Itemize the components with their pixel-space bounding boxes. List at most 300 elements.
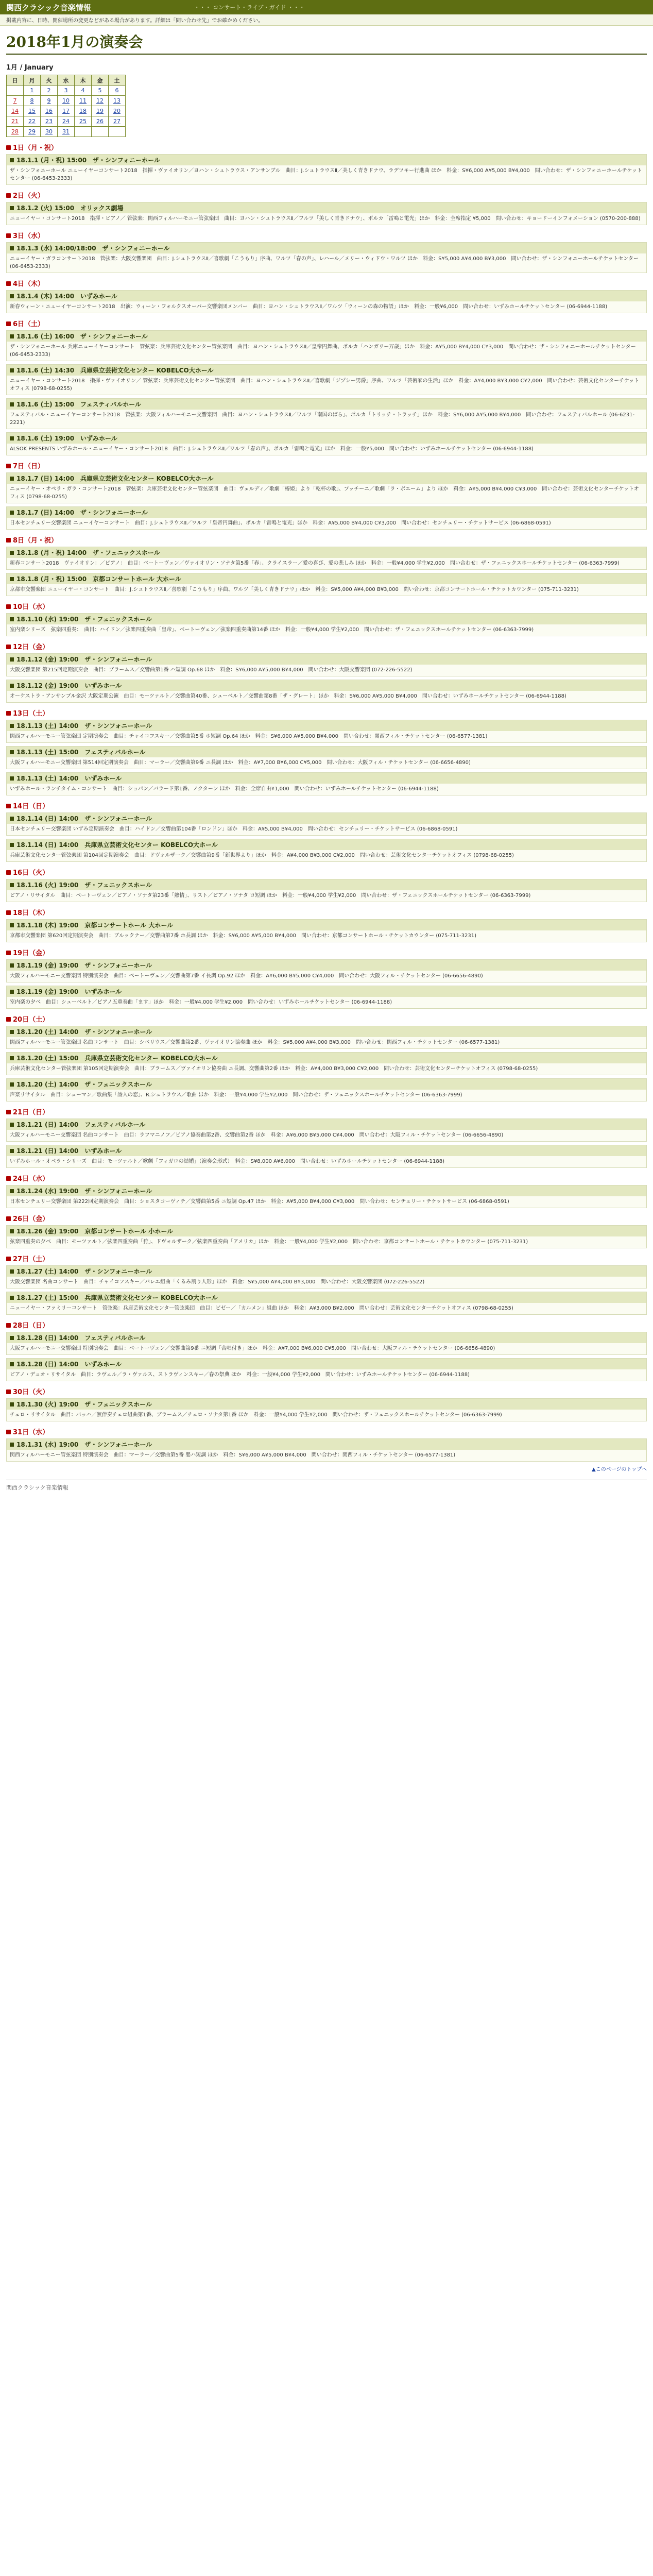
concert-title-text: 18.1.2 (火) 15:00 オリックス劇場 bbox=[16, 205, 124, 212]
calendar-week-row bbox=[7, 106, 126, 116]
square-bullet-icon bbox=[10, 1269, 14, 1274]
concert-entry bbox=[6, 680, 647, 703]
square-bullet-icon bbox=[6, 870, 11, 875]
square-bullet-icon bbox=[10, 206, 14, 210]
concert-details: チェロ・リサイタル 曲目：バッハ／無伴奏チェロ組曲第1番、ブラームス／チェロ・ソナタ第1番 ほか 料金：一般¥4,000 学生¥2,000 問い合わせ：ザ・フェニックスホールチケットセンター (06-6363-7999) bbox=[10, 1412, 502, 1418]
day-heading bbox=[6, 1213, 647, 1223]
concert-entry bbox=[6, 472, 647, 503]
concert-entry bbox=[6, 772, 647, 795]
day-heading bbox=[6, 278, 647, 288]
concert-title-text: 18.1.19 (金) 19:00 いずみホール bbox=[16, 988, 122, 995]
concert-entry bbox=[6, 1398, 647, 1421]
square-bullet-icon bbox=[6, 1430, 11, 1434]
concert-details: 京都市交響楽団 第620回定期演奏会 曲目：ブルックナー／交響曲第7番 ホ長調 ほか 料金：S¥6,000 A¥5,000 B¥4,000 問い合わせ：京都コンサートホール・チケットカウンター (075-711-3231) bbox=[10, 933, 476, 939]
calendar-day-link[interactable]: 10 bbox=[58, 96, 75, 106]
concert-title bbox=[7, 960, 646, 971]
day-heading bbox=[6, 708, 647, 718]
square-bullet-icon bbox=[10, 617, 14, 621]
concert-title bbox=[7, 473, 646, 484]
calendar-day-link[interactable]: 9 bbox=[41, 96, 58, 106]
calendar-day-link[interactable]: 4 bbox=[75, 86, 92, 96]
day-heading-label: 16日（火） bbox=[13, 869, 49, 877]
concert-details: 新春ウィーン・ニューイヤーコンサート2018 出演：ウィーン・フォルクスオーパー交響楽団メンバー 曲目：ヨハン・シュトラウスⅡ／ワルツ「ウィーンの森の物語」ほか 料金：一般¥6,000 問い合わせ：いずみホールチケットセンター (06-6944-1188) bbox=[10, 304, 608, 310]
concert-title-text: 18.1.14 (日) 14:00 兵庫県立芸術文化センター KOBELCO大ホール bbox=[16, 841, 218, 849]
concert-title-text: 18.1.8 (月・祝) 14:00 ザ・フェニックスホール bbox=[16, 549, 160, 556]
calendar-day-link[interactable]: 3 bbox=[58, 86, 75, 96]
day-heading bbox=[6, 1253, 647, 1263]
day-heading bbox=[6, 947, 647, 957]
concert-title bbox=[7, 1026, 646, 1037]
square-bullet-icon bbox=[10, 1149, 14, 1153]
concert-entry bbox=[6, 720, 647, 743]
square-bullet-icon bbox=[10, 1056, 14, 1060]
concert-details: 関西フィルハーモニー管弦楽団 特別演奏会 曲目：マーラー／交響曲第5番 嬰ハ短調 ほか 料金：S¥6,000 A¥5,000 B¥4,000 問い合わせ：関西フィル・チケットセンター (06-6577-1381) bbox=[10, 1452, 456, 1458]
concert-entry bbox=[6, 290, 647, 313]
concert-title bbox=[7, 680, 646, 691]
square-bullet-icon bbox=[10, 817, 14, 821]
square-bullet-icon bbox=[10, 657, 14, 662]
concert-title bbox=[7, 155, 646, 165]
square-bullet-icon bbox=[10, 843, 14, 847]
calendar-day-link[interactable]: 16 bbox=[41, 106, 58, 116]
day-heading bbox=[6, 318, 647, 328]
calendar-week-row bbox=[7, 86, 126, 96]
concert-details: 声楽リサイタル 曲目：シューマン／歌曲集「詩人の恋」、R.シュトラウス／歌曲 ほか 料金：一般¥4,000 学生¥2,000 問い合わせ：ザ・フェニックスホールチケットセンター (06-6363-7999) bbox=[10, 1092, 462, 1098]
concert-entry bbox=[6, 1225, 647, 1248]
calendar-day-link[interactable]: 12 bbox=[92, 96, 109, 106]
square-bullet-icon bbox=[10, 1296, 14, 1300]
concert-title-text: 18.1.20 (土) 14:00 ザ・シンフォニーホール bbox=[16, 1028, 152, 1036]
square-bullet-icon bbox=[10, 1030, 14, 1034]
concert-entry bbox=[6, 986, 647, 1009]
day-heading-label: 27日（土） bbox=[13, 1256, 49, 1263]
calendar-day-link[interactable]: 18 bbox=[75, 106, 92, 116]
concert-title-text: 18.1.20 (土) 15:00 兵庫県立芸術文化センター KOBELCO大ホール bbox=[16, 1055, 218, 1062]
concert-title-text: 18.1.6 (土) 15:00 フェスティバルホール bbox=[16, 401, 141, 408]
square-bullet-icon bbox=[10, 511, 14, 515]
calendar-day-link[interactable]: 14 bbox=[7, 106, 24, 116]
square-bullet-icon bbox=[10, 750, 14, 754]
concert-title bbox=[7, 654, 646, 665]
square-bullet-icon bbox=[6, 145, 11, 150]
concert-details: 弦楽四重奏の夕べ 曲目：モーツァルト／弦楽四重奏曲「狩」、ドヴォルザーク／弦楽四重奏曲「アメリカ」ほか 料金：一般¥4,000 学生¥2,000 問い合わせ：京都コンサートホール・チケットカウンター (075-711-3231) bbox=[10, 1239, 528, 1245]
square-bullet-icon bbox=[6, 910, 11, 915]
concert-title bbox=[7, 839, 646, 850]
calendar-day-link bbox=[7, 86, 24, 96]
square-bullet-icon bbox=[6, 1323, 11, 1328]
concert-title bbox=[7, 1439, 646, 1450]
concert-title bbox=[7, 986, 646, 997]
concert-details: 京都市交響楽団 ニューイヤー・コンサート 曲目：J.シュトラウスⅡ／喜歌劇「こうもり」序曲、ワルツ「美しく青きドナウ」ほか 料金：S¥5,000 A¥4,000 B¥3,000 問い合わせ：京都コンサートホール・チケットカウンター (075-711-3231) bbox=[10, 587, 579, 592]
concert-entry bbox=[6, 1026, 647, 1049]
concert-title bbox=[7, 243, 646, 253]
calendar-day-link[interactable]: 7 bbox=[7, 96, 24, 106]
square-bullet-icon bbox=[10, 963, 14, 968]
concert-title-text: 18.1.19 (金) 19:00 ザ・シンフォニーホール bbox=[16, 962, 152, 969]
calendar-weekday-header: 日 bbox=[7, 75, 24, 86]
day-heading bbox=[6, 535, 647, 545]
concert-entry bbox=[6, 547, 647, 570]
calendar-day-link[interactable]: 23 bbox=[41, 116, 58, 127]
concert-title bbox=[7, 1226, 646, 1236]
square-bullet-icon bbox=[10, 990, 14, 994]
concert-title-text: 18.1.7 (日) 14:00 兵庫県立芸術文化センター KOBELCO大ホール bbox=[16, 475, 214, 482]
day-heading-label: 2日（火） bbox=[13, 192, 45, 200]
concert-title-text: 18.1.13 (土) 14:00 いずみホール bbox=[16, 775, 122, 782]
concert-details: フェスティバル・ニューイヤーコンサート2018 管弦楽：大阪フィルハーモニー交響楽団 曲目：ヨハン・シュトラウスⅡ／ワルツ「南国のばら」、ポルカ「トリッチ・トラッチ」ほか 料金：S¥6,000 A¥5,000 B¥4,000 問い合わせ：フェスティバルホール (06-6231-2221) bbox=[10, 412, 635, 426]
calendar-week-row bbox=[7, 116, 126, 127]
concert-title-text: 18.1.1 (月・祝) 15:00 ザ・シンフォニーホール bbox=[16, 157, 160, 164]
square-bullet-icon bbox=[10, 577, 14, 581]
concert-details: ALSOK PRESENTS いずみホール・ニューイヤー・コンサート2018 曲目：J.シュトラウスⅡ／ワルツ「春の声」、ポルカ「雷鳴と電光」ほか 料金：一般¥5,000 問い合わせ：いずみホールチケットセンター (06-6944-1188) bbox=[10, 446, 534, 452]
day-heading bbox=[6, 801, 647, 810]
day-heading bbox=[6, 1107, 647, 1116]
concert-details: ザ・シンフォニーホール ニューイヤーコンサート2018 指揮・ヴァイオリン／ヨハン・シュトラウス・アンサンブル 曲目：J.シュトラウスⅡ／美しく青きドナウ、ラデツキー行進曲 ほか 料金：S¥6,000 A¥5,000 B¥4,000 問い合わせ：ザ・シンフォニーホールチケットセンター (06-6453-2333) bbox=[10, 168, 642, 181]
square-bullet-icon bbox=[6, 604, 11, 609]
square-bullet-icon bbox=[10, 402, 14, 406]
day-heading bbox=[6, 907, 647, 917]
concert-title bbox=[7, 747, 646, 757]
concert-entry bbox=[6, 1265, 647, 1289]
square-bullet-icon bbox=[10, 776, 14, 781]
month-label: 1月 / January bbox=[6, 64, 54, 72]
square-bullet-icon bbox=[10, 1229, 14, 1233]
day-heading-label: 28日（日） bbox=[13, 1322, 49, 1330]
calendar-weekday-header: 火 bbox=[41, 75, 58, 86]
calendar bbox=[6, 75, 126, 137]
concert-title bbox=[7, 1145, 646, 1156]
day-heading bbox=[6, 867, 647, 877]
square-bullet-icon bbox=[10, 334, 14, 338]
concert-entry bbox=[6, 506, 647, 530]
square-bullet-icon bbox=[6, 951, 11, 955]
concert-title-text: 18.1.7 (日) 14:00 ザ・シンフォニーホール bbox=[16, 509, 148, 516]
square-bullet-icon bbox=[10, 1443, 14, 1447]
concert-title bbox=[7, 1292, 646, 1303]
concert-title-text: 18.1.12 (金) 19:00 いずみホール bbox=[16, 682, 122, 689]
concert-title bbox=[7, 1079, 646, 1090]
concert-details: 兵庫芸術文化センター管弦楽団 第104回定期演奏会 曲目：ドヴォルザーク／交響曲第9番「新世界より」ほか 料金：A¥4,000 B¥3,000 C¥2,000 問い合わせ：芸術文化センターチケットオフィス (0798-68-0255) bbox=[10, 853, 514, 858]
square-bullet-icon bbox=[10, 923, 14, 927]
calendar-day-link[interactable]: 26 bbox=[92, 116, 109, 127]
concert-title-text: 18.1.21 (日) 14:00 いずみホール bbox=[16, 1147, 122, 1155]
concert-details: 日本センチュリー交響楽団 いずみ定期演奏会 曲目：ハイドン／交響曲第104番「ロンドン」ほか 料金：A¥5,000 B¥4,000 問い合わせ：センチュリー・チケットサービス (06-6868-0591) bbox=[10, 826, 458, 832]
concert-title-text: 18.1.24 (水) 19:00 ザ・シンフォニーホール bbox=[16, 1188, 152, 1195]
concert-entry bbox=[6, 839, 647, 862]
concert-title-text: 18.1.8 (月・祝) 15:00 京都コンサートホール 大ホール bbox=[16, 575, 181, 583]
calendar-day-link[interactable]: 6 bbox=[109, 86, 126, 96]
footer: 関西クラシック音楽情報 bbox=[6, 1480, 647, 1492]
day-heading-label: 21日（日） bbox=[13, 1109, 49, 1116]
square-bullet-icon bbox=[6, 711, 11, 716]
calendar-weekday-header: 土 bbox=[109, 75, 126, 86]
concert-title bbox=[7, 202, 646, 213]
calendar-day-link bbox=[75, 127, 92, 137]
square-bullet-icon bbox=[10, 158, 14, 162]
concert-title-text: 18.1.28 (日) 14:00 いずみホール bbox=[16, 1361, 122, 1368]
concert-entry bbox=[6, 202, 647, 225]
day-heading-label: 13日（土） bbox=[13, 710, 49, 718]
concert-title bbox=[7, 1266, 646, 1277]
calendar-day-link[interactable]: 28 bbox=[7, 127, 24, 137]
calendar-day-link[interactable]: 13 bbox=[109, 96, 126, 106]
concert-title bbox=[7, 331, 646, 342]
day-heading bbox=[6, 641, 647, 651]
square-bullet-icon bbox=[6, 1216, 11, 1221]
concert-details: ニューイヤー・コンサート2018 指揮・ヴァイオリン／ 管弦楽：兵庫芸術文化センター管弦楽団 曲目：ヨハン・シュトラウスⅡ／喜歌劇「ジプシー男爵」序曲、ワルツ「芸術家の生活」ほか 料金：A¥4,000 B¥3,000 C¥2,000 問い合わせ：芸術文化センターチケットオフィス (0798-68-0255) bbox=[10, 378, 640, 392]
concert-entry bbox=[6, 398, 647, 429]
calendar-day-link[interactable]: 11 bbox=[75, 96, 92, 106]
concert-title-text: 18.1.12 (金) 19:00 ザ・シンフォニーホール bbox=[16, 656, 152, 663]
concert-title bbox=[7, 720, 646, 731]
page-title: 2018年1月の演奏会 bbox=[6, 31, 647, 55]
day-heading bbox=[6, 1427, 647, 1436]
concert-details: 大阪フィルハーモニー交響楽団 名曲コンサート 曲目：ラフマニノフ／ピアノ協奏曲第2番、交響曲第2番 ほか 料金：A¥6,000 B¥5,000 C¥4,000 問い合わせ：大阪フィル・チケットセンター (06-6656-4890) bbox=[10, 1132, 504, 1138]
day-heading-label: 14日（日） bbox=[13, 803, 49, 810]
concert-title bbox=[7, 547, 646, 558]
concert-entry bbox=[6, 1332, 647, 1355]
concert-entry bbox=[6, 1292, 647, 1315]
square-bullet-icon bbox=[6, 281, 11, 286]
square-bullet-icon bbox=[6, 804, 11, 808]
concert-entry bbox=[6, 1052, 647, 1075]
concert-title bbox=[7, 614, 646, 624]
calendar-week-row bbox=[7, 96, 126, 106]
square-bullet-icon bbox=[10, 724, 14, 728]
day-heading-label: 24日（水） bbox=[13, 1175, 49, 1183]
square-bullet-icon bbox=[6, 1257, 11, 1261]
day-heading-label: 6日（土） bbox=[13, 320, 45, 328]
concert-title-text: 18.1.31 (水) 19:00 ザ・シンフォニーホール bbox=[16, 1441, 152, 1448]
concert-title-text: 18.1.6 (土) 14:30 兵庫県立芸術文化センター KOBELCO大ホール bbox=[16, 367, 214, 374]
calendar-weekday-header: 水 bbox=[58, 75, 75, 86]
calendar-day-link bbox=[109, 127, 126, 137]
concert-title bbox=[7, 1359, 646, 1369]
concert-details: 大阪フィルハーモニー交響楽団 第514回定期演奏会 曲目：マーラー／交響曲第9番 ニ長調 ほか 料金：A¥7,000 B¥6,000 C¥5,000 問い合わせ：大阪フィル・チケットセンター (06-6656-4890) bbox=[10, 760, 471, 766]
calendar-weekday-header: 木 bbox=[75, 75, 92, 86]
concert-title bbox=[7, 399, 646, 410]
day-heading bbox=[6, 230, 647, 240]
day-heading-label: 19日（金） bbox=[13, 950, 49, 957]
concert-title-text: 18.1.18 (木) 19:00 京都コンサートホール 大ホール bbox=[16, 922, 174, 929]
day-heading-label: 7日（日） bbox=[13, 463, 45, 470]
day-heading-label: 30日（火） bbox=[13, 1388, 49, 1396]
concert-title bbox=[7, 1185, 646, 1196]
day-heading-label: 18日（木） bbox=[13, 909, 49, 917]
back-to-top-link[interactable]: ▲このページのトップへ bbox=[592, 1467, 647, 1472]
concert-entry bbox=[6, 573, 647, 596]
square-bullet-icon bbox=[10, 436, 14, 440]
calendar-day-link[interactable]: 19 bbox=[92, 106, 109, 116]
square-bullet-icon bbox=[10, 368, 14, 372]
day-heading-label: 26日（金） bbox=[13, 1215, 49, 1223]
concert-title-text: 18.1.16 (火) 19:00 ザ・フェニックスホール bbox=[16, 882, 152, 889]
concert-title bbox=[7, 773, 646, 784]
day-heading-label: 4日（木） bbox=[13, 280, 45, 288]
site-title[interactable]: 関西クラシック音楽情報 bbox=[6, 3, 91, 12]
concert-title bbox=[7, 920, 646, 930]
square-bullet-icon bbox=[10, 246, 14, 250]
concert-details: ニューイヤー・ファミリーコンサート 管弦楽：兵庫芸術文化センター管弦楽団 曲目：ビゼー／「カルメン」組曲 ほか 料金：A¥3,000 B¥2,000 問い合わせ：芸術文化センターチケットオフィス (0798-68-0255) bbox=[10, 1306, 513, 1311]
concert-entry bbox=[6, 1145, 647, 1168]
day-heading-label: 3日（水） bbox=[13, 232, 45, 240]
calendar-day-link[interactable]: 22 bbox=[24, 116, 41, 127]
concert-title-text: 18.1.26 (金) 19:00 京都コンサートホール 小ホール bbox=[16, 1228, 174, 1235]
concert-entry bbox=[6, 330, 647, 361]
concert-details: オーケストラ・アンサンブル金沢 大阪定期公演 曲目：モーツァルト／交響曲第40番、シューベルト／交響曲第8番「ザ・グレート」ほか 料金：S¥6,000 A¥5,000 B¥4,000 問い合わせ：いずみホールチケットセンター (06-6944-1188) bbox=[10, 693, 566, 699]
concert-title bbox=[7, 813, 646, 824]
calendar-weekday-header: 金 bbox=[92, 75, 109, 86]
calendar-day-link[interactable]: 5 bbox=[92, 86, 109, 96]
concert-details: 大阪フィルハーモニー交響楽団 特別演奏会 曲目：ベートーヴェン／交響曲第7番 イ長調 Op.92 ほか 料金：A¥6,000 B¥5,000 C¥4,000 問い合わせ：大阪フィル・チケットセンター (06-6656-4890) bbox=[10, 973, 483, 979]
calendar-day-link bbox=[92, 127, 109, 137]
concert-title bbox=[7, 1399, 646, 1410]
concert-entry bbox=[6, 1358, 647, 1381]
calendar-day-link[interactable]: 1 bbox=[24, 86, 41, 96]
square-bullet-icon bbox=[6, 193, 11, 198]
concert-entry bbox=[6, 959, 647, 982]
square-bullet-icon bbox=[10, 1082, 14, 1087]
concert-title-text: 18.1.20 (土) 14:00 ザ・フェニックスホール bbox=[16, 1081, 152, 1088]
square-bullet-icon bbox=[10, 1402, 14, 1406]
concert-title-text: 18.1.27 (土) 14:00 ザ・シンフォニーホール bbox=[16, 1268, 152, 1275]
concert-title-text: 18.1.27 (土) 15:00 兵庫県立芸術文化センター KOBELCO大ホール bbox=[16, 1294, 218, 1301]
concert-entry bbox=[6, 1185, 647, 1208]
square-bullet-icon bbox=[6, 464, 11, 468]
calendar-day-link[interactable]: 2 bbox=[41, 86, 58, 96]
concert-title bbox=[7, 507, 646, 518]
concert-title-text: 18.1.4 (木) 14:00 いずみホール bbox=[16, 293, 117, 300]
square-bullet-icon bbox=[6, 1176, 11, 1181]
concert-entry bbox=[6, 613, 647, 636]
concert-details: ピアノ・リサイタル 曲目：ベートーヴェン／ピアノ・ソナタ第23番「熱情」、リスト／ピアノ・ソナタ ロ短調 ほか 料金：一般¥4,000 学生¥2,000 問い合わせ：ザ・フェニックスホールチケットセンター (06-6363-7999) bbox=[10, 893, 531, 899]
concert-entry bbox=[6, 879, 647, 902]
concert-title-text: 18.1.13 (土) 15:00 フェスティバルホール bbox=[16, 749, 146, 756]
calendar-weekday-header: 月 bbox=[24, 75, 41, 86]
square-bullet-icon bbox=[10, 1336, 14, 1340]
concert-details: 室内楽の夕べ 曲目：シューベルト／ピアノ五重奏曲「ます」ほか 料金：一般¥4,000 学生¥2,000 問い合わせ：いずみホールチケットセンター (06-6944-1188) bbox=[10, 999, 392, 1005]
concert-entry bbox=[6, 919, 647, 942]
concert-title-text: 18.1.3 (水) 14:00/18:00 ザ・シンフォニーホール bbox=[16, 245, 170, 252]
concert-details: ニューイヤー・コンサート2018 指揮・ピアノ／ 管弦楽：関西フィルハーモニー管弦楽団 曲目：ヨハン・シュトラウスⅡ／ワルツ「美しく青きドナウ」、ポルカ「雷鳴と電光」ほか 料金：全席指定 ¥5,000 問い合わせ：キョードーインフォメーション (0570-200-888) bbox=[10, 216, 641, 222]
concert-title-text: 18.1.13 (土) 14:00 ザ・シンフォニーホール bbox=[16, 722, 152, 730]
square-bullet-icon bbox=[10, 294, 14, 298]
day-heading bbox=[6, 1320, 647, 1330]
concert-details: 関西フィルハーモニー管弦楽団 定期演奏会 曲目：チャイコフスキー／交響曲第5番 ホ短調 Op.64 ほか 料金：S¥6,000 A¥5,000 B¥4,000 問い合わせ：関西フィル・チケットセンター (06-6577-1381) bbox=[10, 734, 488, 739]
concert-title bbox=[7, 879, 646, 890]
day-heading bbox=[6, 461, 647, 470]
day-heading-label: 10日（水） bbox=[13, 603, 49, 611]
concert-entry bbox=[6, 242, 647, 273]
square-bullet-icon bbox=[6, 645, 11, 649]
concert-title-text: 18.1.6 (土) 19:00 いずみホール bbox=[16, 435, 117, 442]
concert-title bbox=[7, 433, 646, 444]
calendar-day-link[interactable]: 31 bbox=[58, 127, 75, 137]
calendar-day-link[interactable]: 8 bbox=[24, 96, 41, 106]
day-heading bbox=[6, 1014, 647, 1024]
concert-details: 大阪交響楽団 名曲コンサート 曲目：チャイコフスキー／バレエ組曲「くるみ割り人形」ほか 料金：S¥5,000 A¥4,000 B¥3,000 問い合わせ：大阪交響楽団 (072-226-5522) bbox=[10, 1279, 425, 1285]
concert-details: 新春コンサート2018 ヴァイオリン：／ピアノ： 曲目：ベートーヴェン／ヴァイオリン・ソナタ第5番「春」、クライスラー／愛の喜び、愛の悲しみ ほか 料金：一般¥4,000 学生¥2,000 問い合わせ：ザ・フェニックスホールチケットセンター (06-6363-7999) bbox=[10, 561, 620, 566]
concert-details: ピアノ・デュオ・リサイタル 曲目：ラヴェル／ラ・ヴァルス、ストラヴィンスキー／春の祭典 ほか 料金：一般¥4,000 学生¥2,000 問い合わせ：いずみホールチケットセンター (06-6944-1188) bbox=[10, 1372, 470, 1378]
concert-title-text: 18.1.10 (水) 19:00 ザ・フェニックスホール bbox=[16, 616, 152, 623]
concert-details: 大阪交響楽団 第215回定期演奏会 曲目：ブラームス／交響曲第1番 ハ短調 Op.68 ほか 料金：S¥6,000 A¥5,000 B¥4,000 問い合わせ：大阪交響楽団 (072-226-5522) bbox=[10, 667, 413, 673]
calendar-day-link[interactable]: 20 bbox=[109, 106, 126, 116]
day-heading-label: 20日（土） bbox=[13, 1016, 49, 1024]
square-bullet-icon bbox=[10, 684, 14, 688]
site-header bbox=[0, 0, 653, 14]
day-heading-label: 8日（月・祝） bbox=[13, 537, 58, 545]
concert-details: 日本センチュリー交響楽団 ニューイヤーコンサート 曲目：J.シュトラウスⅡ／ワルツ「皇帝円舞曲」、ポルカ「雷鳴と電光」ほか 料金：A¥5,000 B¥4,000 C¥3,000 問い合わせ：センチュリー・チケットサービス (06-6868-0591) bbox=[10, 520, 551, 526]
concert-title bbox=[7, 365, 646, 376]
calendar-day-link[interactable]: 29 bbox=[24, 127, 41, 137]
calendar-day-link[interactable]: 24 bbox=[58, 116, 75, 127]
notice-text: 掲載内容に、日時、開催場所の変更などがある場合があります。詳細は「問い合わせ先」でお確かめください。 bbox=[0, 14, 653, 26]
square-bullet-icon bbox=[10, 1189, 14, 1193]
square-bullet-icon bbox=[6, 1389, 11, 1394]
day-heading bbox=[6, 1173, 647, 1183]
concert-details: いずみホール・オペラ・シリーズ 曲目：モーツァルト／歌劇「フィガロの結婚」（演奏会形式） 料金：S¥8,000 A¥6,000 問い合わせ：いずみホールチケットセンター (06-6944-1188) bbox=[10, 1159, 444, 1164]
calendar-day-link[interactable]: 15 bbox=[24, 106, 41, 116]
square-bullet-icon bbox=[6, 1110, 11, 1114]
concert-entry bbox=[6, 1438, 647, 1462]
concert-details: 関西フィルハーモニー管弦楽団 名曲コンサート 曲目：シベリウス／交響曲第2番、ヴァイオリン協奏曲 ほか 料金：S¥5,000 A¥4,000 B¥3,000 問い合わせ：関西フィル・チケットセンター (06-6577-1381) bbox=[10, 1040, 500, 1045]
day-heading-label: 1日（月・祝） bbox=[13, 144, 58, 152]
concert-details: ニューイヤー・オペラ・ガラ・コンサート2018 管弦楽：兵庫芸術文化センター管弦楽団 曲目：ヴェルディ／歌劇「椿姫」より「乾杯の歌」、プッチーニ／歌劇「ラ・ボエーム」より ほか 料金：A¥5,000 B¥4,000 C¥3,000 問い合わせ：芸術文化センターチケットオフィス (0798-68-0255) bbox=[10, 486, 639, 500]
concert-title-text: 18.1.28 (日) 14:00 フェスティバルホール bbox=[16, 1334, 146, 1342]
calendar-day-link[interactable]: 30 bbox=[41, 127, 58, 137]
concert-title-text: 18.1.14 (日) 14:00 ザ・シンフォニーホール bbox=[16, 815, 152, 822]
concert-title-text: 18.1.6 (土) 16:00 ザ・シンフォニーホール bbox=[16, 333, 148, 340]
concert-details: ニューイヤー・ガラコンサート2018 管弦楽：大阪交響楽団 曲目：J.シュトラウスⅡ／喜歌劇「こうもり」序曲、ワルツ「春の声」、レハール／メリー・ウィドウ・ワルツ ほか 料金：S¥5,000 A¥4,000 B¥3,000 問い合わせ：ザ・シンフォニーホールチケットセンター (06-6453-2333) bbox=[10, 256, 639, 269]
calendar-day-link[interactable]: 27 bbox=[109, 116, 126, 127]
concert-entry bbox=[6, 364, 647, 395]
calendar-day-link[interactable]: 17 bbox=[58, 106, 75, 116]
square-bullet-icon bbox=[10, 883, 14, 887]
site-subtitle: ・・・ コンサート・ライブ・ガイド ・・・ bbox=[194, 4, 305, 11]
square-bullet-icon bbox=[10, 1362, 14, 1366]
concert-title bbox=[7, 573, 646, 584]
concert-entry bbox=[6, 1118, 647, 1142]
concert-title bbox=[7, 291, 646, 301]
square-bullet-icon bbox=[6, 233, 11, 238]
square-bullet-icon bbox=[10, 1123, 14, 1127]
square-bullet-icon bbox=[6, 538, 11, 543]
square-bullet-icon bbox=[10, 477, 14, 481]
square-bullet-icon bbox=[10, 551, 14, 555]
concert-entry bbox=[6, 1078, 647, 1101]
concert-title-text: 18.1.30 (火) 19:00 ザ・フェニックスホール bbox=[16, 1401, 152, 1408]
calendar-day-link[interactable]: 25 bbox=[75, 116, 92, 127]
day-heading-label: 31日（水） bbox=[13, 1429, 49, 1436]
concert-title bbox=[7, 1119, 646, 1130]
concert-details: 兵庫芸術文化センター管弦楽団 第105回定期演奏会 曲目：ブラームス／ヴァイオリン協奏曲 ニ長調、交響曲第2番 ほか 料金：A¥4,000 B¥3,000 C¥2,000 問い合わせ：芸術文化センターチケットオフィス (0798-68-0255) bbox=[10, 1066, 538, 1072]
concert-details: 室内楽シリーズ 弦楽四重奏： 曲目：ハイドン／弦楽四重奏曲「皇帝」、ベートーヴェン／弦楽四重奏曲第14番 ほか 料金：一般¥4,000 学生¥2,000 問い合わせ：ザ・フェニックスホールチケットセンター (06-6363-7999) bbox=[10, 627, 534, 633]
concert-details: 日本センチュリー交響楽団 第222回定期演奏会 曲目：ショスタコーヴィチ／交響曲第5番 ニ短調 Op.47 ほか 料金：A¥5,000 B¥4,000 C¥3,000 問い合わせ：センチュリー・チケットサービス (06-6868-0591) bbox=[10, 1199, 509, 1205]
concert-title bbox=[7, 1053, 646, 1063]
day-heading bbox=[6, 1386, 647, 1396]
concert-details: 大阪フィルハーモニー交響楽団 特別演奏会 曲目：ベートーヴェン／交響曲第9番 ニ短調「合唱付き」ほか 料金：A¥7,000 B¥6,000 C¥5,000 問い合わせ：大阪フィル・チケットセンター (06-6656-4890) bbox=[10, 1346, 495, 1351]
calendar-day-link[interactable]: 21 bbox=[7, 116, 24, 127]
concert-details: いずみホール・ランチタイム・コンサート 曲目：ショパン／バラード第1番、ノクターン ほか 料金：全席自由¥1,000 問い合わせ：いずみホールチケットセンター (06-6944-1188) bbox=[10, 786, 439, 792]
concert-entry bbox=[6, 812, 647, 836]
calendar-week-row bbox=[7, 127, 126, 137]
concert-entry bbox=[6, 154, 647, 185]
concert-entry bbox=[6, 653, 647, 676]
day-heading bbox=[6, 190, 647, 200]
square-bullet-icon bbox=[6, 1017, 11, 1022]
concert-title bbox=[7, 1332, 646, 1343]
concert-title-text: 18.1.21 (日) 14:00 フェスティバルホール bbox=[16, 1121, 146, 1128]
